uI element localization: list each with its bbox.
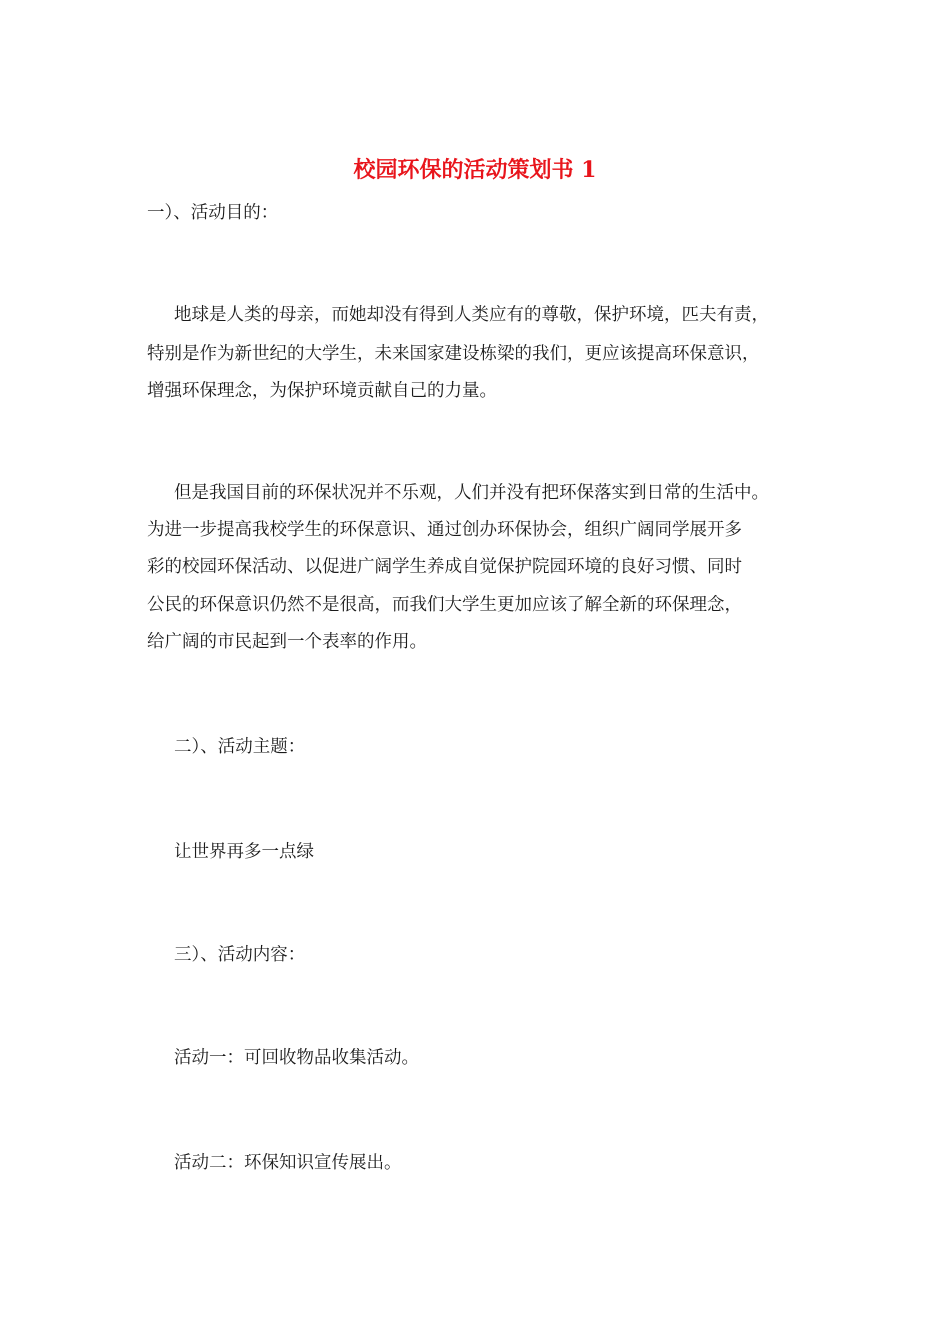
- paragraph-line: 彩的校园环保活动、以促进广阔学生养成自觉保护院园环境的良好习惯、同时: [147, 557, 742, 577]
- paragraph-line: 给广阔的市民起到一个表率的作用。: [147, 632, 427, 652]
- activity-item: 活动二：环保知识宣传展出。: [174, 1153, 402, 1173]
- paragraph-line: 为进一步提高我校学生的环保意识、通过创办环保协会，组织广阔同学展开多: [147, 520, 742, 540]
- paragraph-line: 增强环保理念，为保护环境贡献自己的力量。: [147, 381, 497, 401]
- theme-text: 让世界再多一点绿: [174, 842, 314, 862]
- document-title: 校园环保的活动策划书 1: [353, 157, 597, 183]
- section-heading-theme: 二）、活动主题：: [174, 737, 306, 757]
- section-heading-purpose: 一）、活动目的：: [147, 203, 279, 223]
- paragraph-line: 但是我国目前的环保状况并不乐观，人们并没有把环保落实到日常的生活中。: [174, 483, 769, 503]
- activity-item: 活动一：可回收物品收集活动。: [174, 1048, 419, 1068]
- paragraph-line: 公民的环保意识仍然不是很高，而我们大学生更加应该了解全新的环保理念，: [147, 595, 742, 615]
- section-heading-content: 三）、活动内容：: [174, 945, 306, 965]
- paragraph-line: 特别是作为新世纪的大学生，未来国家建设栋梁的我们，更应该提高环保意识，: [147, 344, 760, 364]
- paragraph-line: 地球是人类的母亲，而她却没有得到人类应有的尊敬，保护环境，匹夫有责，: [174, 305, 769, 325]
